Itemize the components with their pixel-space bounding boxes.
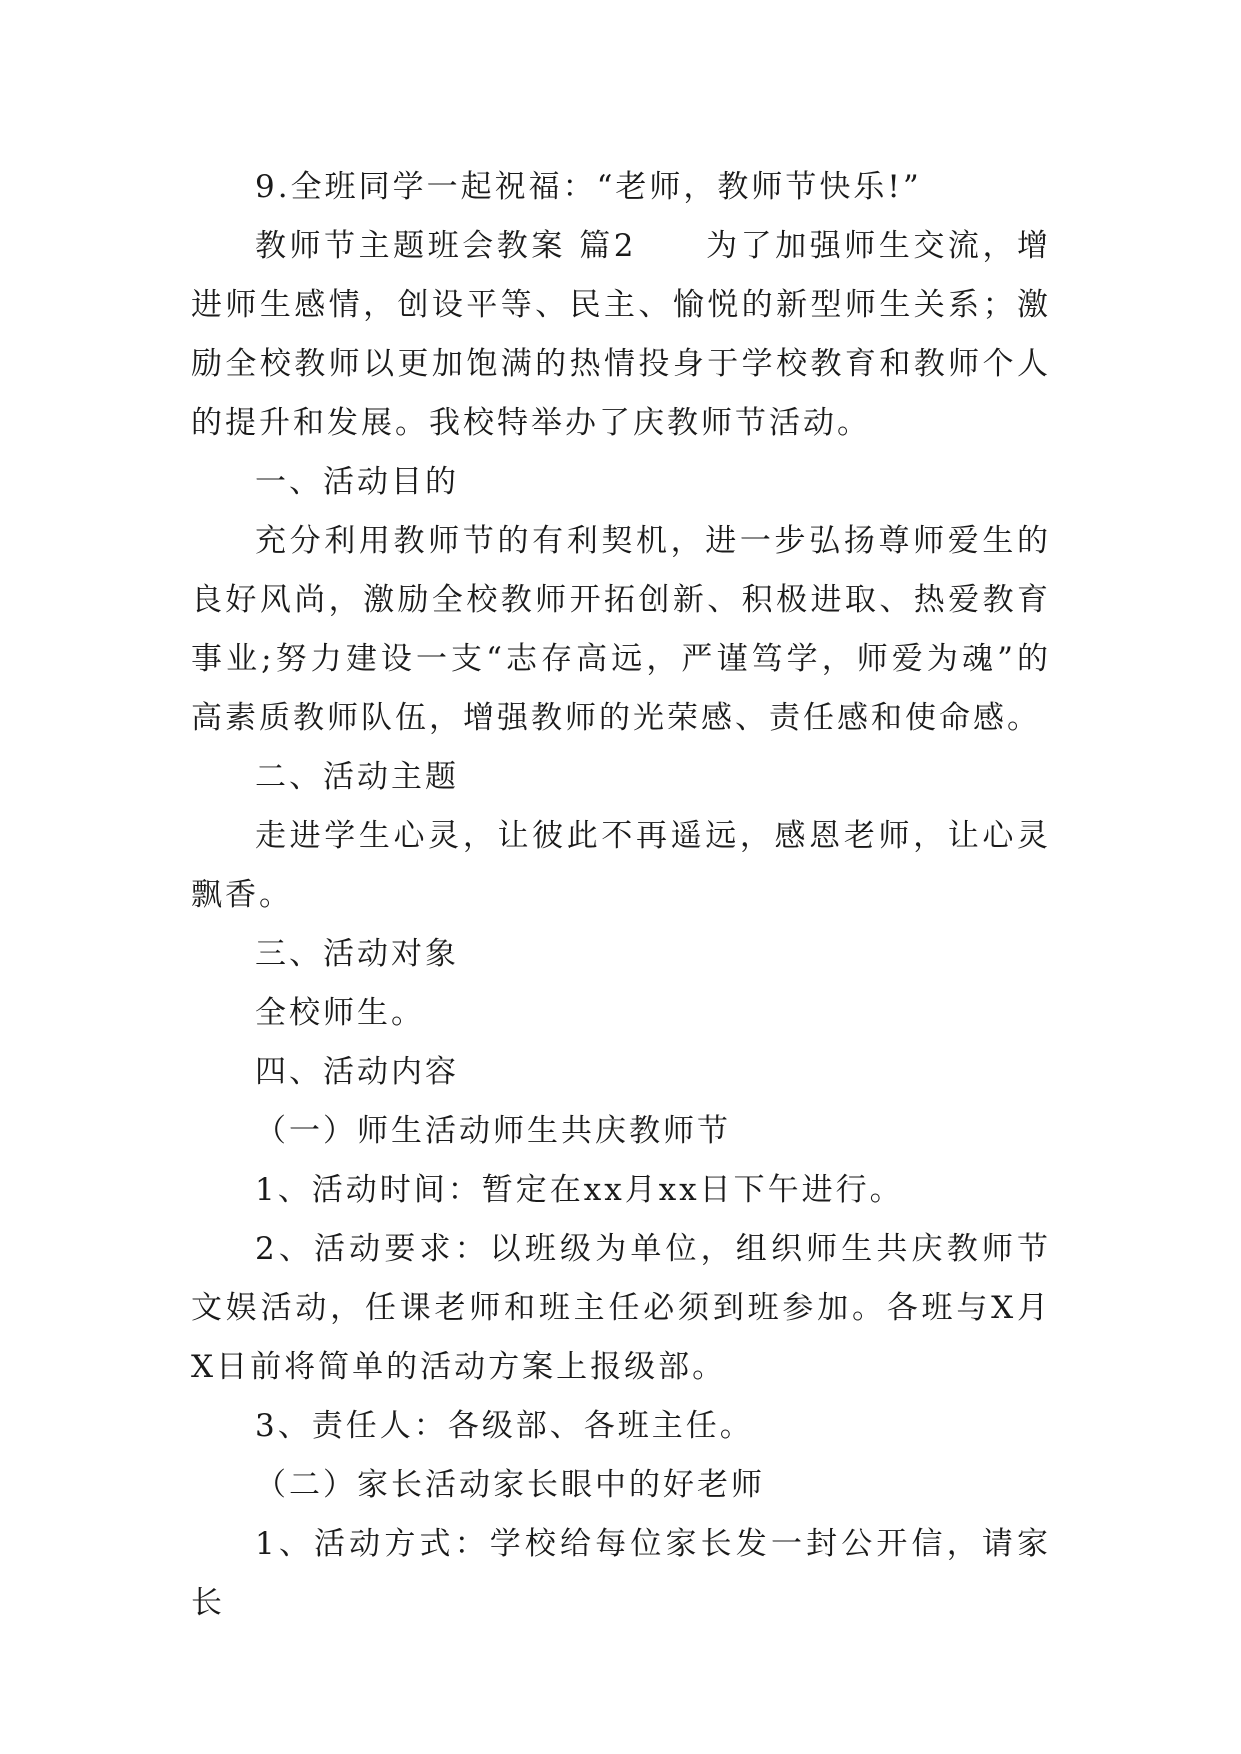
item-activity-requirement: 2、活动要求：以班级为单位，组织师生共庆教师节文娱活动，任课老师和班主任必须到班参加。各班与X月X日前将简单的活动方案上报级部。 bbox=[191, 1231, 1051, 1385]
paragraph-activity-target: 全校师生。 bbox=[255, 995, 425, 1031]
paragraph-intro: 教师节主题班会教案 篇2 为了加强师生交流，增进师生感情，创设平等、民主、愉悦的新型师生关系；激励全校教师以更加饱满的热情投身于学校教育和教师个人的提升和发展。我校特举办了庆教师节活动。 bbox=[191, 228, 1051, 441]
heading-activity-theme: 二、活动主题 bbox=[255, 759, 459, 795]
paragraph-activity-theme: 走进学生心灵，让彼此不再遥远，感恩老师，让心灵飘香。 bbox=[191, 818, 1051, 913]
item-activity-method: 1、活动方式：学校给每位家长发一封公开信，请家长 bbox=[191, 1526, 1051, 1621]
heading-activity-content: 四、活动内容 bbox=[255, 1054, 459, 1090]
item-activity-time: 1、活动时间：暂定在xx月xx日下午进行。 bbox=[255, 1172, 904, 1208]
paragraph-activity-purpose: 充分利用教师节的有利契机，进一步弘扬尊师爱生的良好风尚，激励全校教师开拓创新、积极进取、热爱教育事业;努力建设一支“志存高远，严谨笃学，师爱为魂”的高素质教师队伍，增强教师的光荣感、责任感和使命感。 bbox=[191, 523, 1051, 736]
document-page bbox=[191, 158, 1051, 1633]
item-responsible-person: 3、责任人：各级部、各班主任。 bbox=[255, 1408, 754, 1444]
heading-activity-purpose: 一、活动目的 bbox=[255, 464, 459, 500]
subheading-parent-activity: （二）家长活动家长眼中的好老师 bbox=[255, 1467, 765, 1503]
subheading-teacher-student: （一）师生活动师生共庆教师节 bbox=[255, 1113, 731, 1149]
heading-activity-target: 三、活动对象 bbox=[255, 936, 459, 972]
paragraph-closing-blessing: 9.全班同学一起祝福：“老师，教师节快乐!” bbox=[255, 169, 922, 205]
